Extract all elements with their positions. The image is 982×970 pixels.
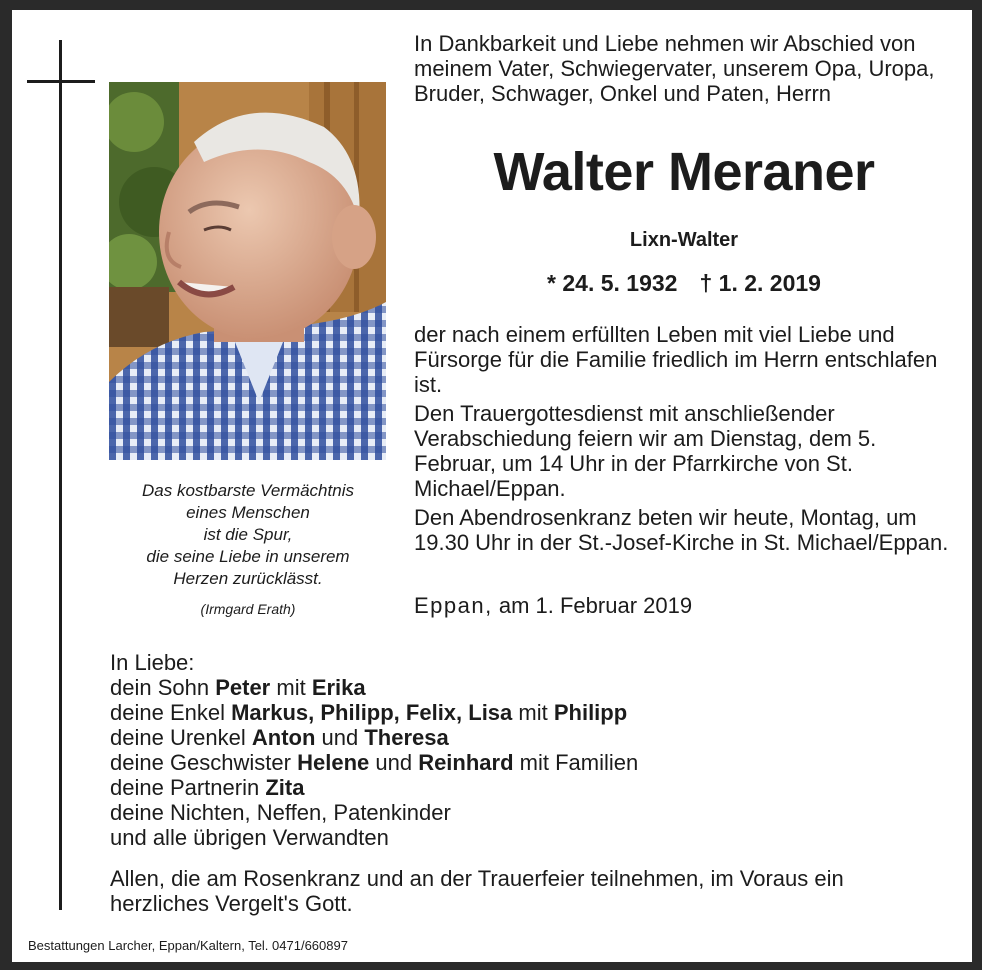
birth-date: * 24. 5. 1932 bbox=[547, 270, 678, 296]
mourner-row bbox=[110, 825, 940, 850]
life-dates bbox=[414, 269, 954, 297]
mourner-row bbox=[110, 750, 940, 775]
mourner-name: Philipp bbox=[553, 700, 628, 725]
mourner-row bbox=[110, 700, 940, 725]
mourner-name: Theresa bbox=[364, 725, 449, 750]
mourner-relation: mit Familien bbox=[513, 750, 639, 775]
mourner-name: Helene bbox=[297, 750, 370, 775]
mourner-relation: mit bbox=[512, 700, 554, 725]
mourner-name: Reinhard bbox=[418, 750, 514, 775]
mourner-relation: deine Enkel bbox=[110, 700, 232, 725]
death-date: † 1. 2. 2019 bbox=[699, 270, 821, 296]
mourner-name: Zita bbox=[265, 775, 305, 800]
mourner-row bbox=[110, 775, 940, 800]
quote-author: (Irmgard Erath) bbox=[200, 601, 296, 617]
mourners-list bbox=[110, 650, 940, 850]
portrait-photo bbox=[109, 82, 386, 460]
mourner-name: Anton bbox=[251, 725, 316, 750]
notice-date: am 1. Februar 2019 bbox=[498, 593, 693, 618]
mourners-intro: In Liebe: bbox=[110, 650, 195, 675]
mourner-row bbox=[110, 725, 940, 750]
mourner-name: Markus, Philipp, Felix, Lisa bbox=[231, 700, 513, 725]
quote-line: Herzen zurücklässt. bbox=[173, 569, 323, 588]
mourner-relation: deine Urenkel bbox=[110, 725, 252, 750]
mourner-relation: dein Sohn bbox=[110, 675, 216, 700]
quote-line: eines Menschen bbox=[186, 503, 310, 522]
mourner-relation: deine Geschwister bbox=[110, 750, 298, 775]
quote-line: Das kostbarste Vermächtnis bbox=[142, 481, 354, 500]
mourner-relation: deine Partnerin bbox=[110, 775, 266, 800]
memorial-quote bbox=[108, 480, 388, 620]
mourner-relation: mit bbox=[270, 675, 312, 700]
mourner-relation: und bbox=[369, 750, 419, 775]
place-and-date bbox=[414, 593, 954, 618]
cross-vertical-bar bbox=[59, 40, 62, 910]
cross-horizontal-bar bbox=[27, 80, 95, 83]
body-paragraph: Den Trauergottesdienst mit anschließender Verabschiedung feiern wir am Dienstag, dem 5. Februar, um 14 Uhr in der Pfarrkirche von St. Michael/Eppan. bbox=[414, 401, 877, 501]
mourner-relation: deine Nichten, Neffen, Patenkinder bbox=[110, 800, 451, 825]
quote-line: ist die Spur, bbox=[203, 525, 293, 544]
body-paragraph: der nach einem erfüllten Leben mit viel Liebe und Fürsorge für die Familie friedlich im Herrn entschlafen ist. bbox=[414, 322, 938, 397]
deceased-name: Walter Meraner bbox=[493, 142, 875, 202]
mourner-relation: und bbox=[315, 725, 365, 750]
body-paragraph: Den Abendrosenkranz beten wir heute, Montag, um 19.30 Uhr in der St.-Josef-Kirche in St. Michael/Eppan. bbox=[414, 505, 949, 555]
mourners-rows bbox=[110, 675, 940, 850]
mourner-name: Erika bbox=[311, 675, 366, 700]
quote-line: die seine Liebe in unserem bbox=[146, 547, 350, 566]
mourner-row bbox=[110, 675, 940, 700]
place-name: Eppan, bbox=[414, 593, 493, 618]
announcement-body bbox=[414, 322, 952, 559]
deceased-nickname: Lixn-Walter bbox=[629, 229, 739, 251]
intro-text: In Dankbarkeit und Liebe nehmen wir Abschied von meinem Vater, Schwiegervater, unserem Opa, Uropa, Bruder, Schwager, Onkel und Paten, Herrn bbox=[414, 31, 935, 106]
funeral-home-footer: Bestattungen Larcher, Eppan/Kaltern, Tel. 0471/660897 bbox=[28, 938, 348, 953]
mourner-name: Peter bbox=[215, 675, 271, 700]
portrait-illustration bbox=[109, 82, 386, 460]
thanks-text: Allen, die am Rosenkranz und an der Trauerfeier teilnehmen, im Voraus ein herzliches Vergelt's Gott. bbox=[110, 866, 844, 916]
mourner-relation: und alle übrigen Verwandten bbox=[110, 825, 389, 850]
mourner-row bbox=[110, 800, 940, 825]
